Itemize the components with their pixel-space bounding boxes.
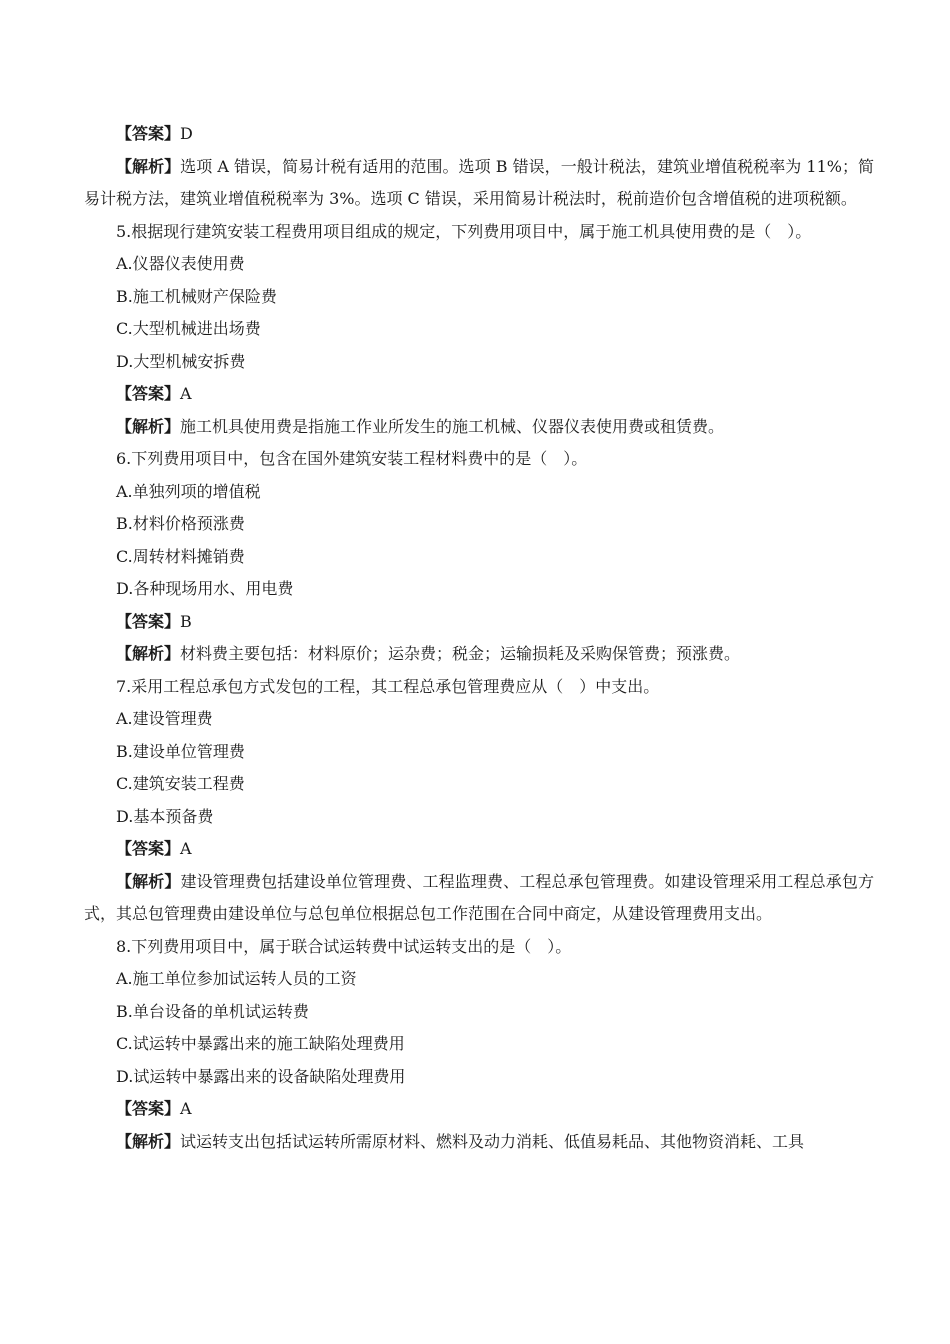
analysis-paragraph: [84, 151, 874, 216]
answer-tag: 【答案】: [116, 124, 181, 143]
answer-line: [84, 606, 874, 639]
document-content: [84, 118, 874, 1158]
option-b: B.建设单位管理费: [116, 741, 245, 761]
analysis-text: 施工机具使用费是指施工作业所发生的施工机械、仪器仪表使用费或租赁费。: [180, 416, 725, 436]
analysis-paragraph: [84, 411, 874, 444]
analysis-text: 选项 A 错误，简易计税有适用的范围。选项 B 错误，一般计税法，建筑业增值税税率为 11%；简易计税方法，建筑业增值税税率为 3%。选项 C 错误，采用简易计税法时，税前造价包含增值税的进项税额。: [84, 156, 874, 208]
analysis-paragraph: [84, 866, 874, 931]
analysis-paragraph: [84, 1126, 874, 1159]
question-text: 5.根据现行建筑安装工程费用项目组成的规定，下列费用项目中，属于施工机具使用费的是（ ）。: [116, 221, 812, 241]
analysis-tag: 【解析】: [116, 156, 181, 176]
option-d: D.大型机械安拆费: [116, 351, 246, 371]
option-b: B.单台设备的单机试运转费: [116, 1001, 309, 1021]
answer-line: [84, 1093, 874, 1126]
option-d: D.基本预备费: [116, 806, 214, 826]
answer-text: D: [180, 124, 193, 143]
answer-text: B: [180, 611, 192, 631]
answer-text: A: [180, 1099, 192, 1118]
option-d: D.试运转中暴露出来的设备缺陷处理费用: [116, 1066, 406, 1086]
analysis-text: 建设管理费包括建设单位管理费、工程监理费、工程总承包管理费。如建设管理采用工程总承包方式，其总包管理费由建设单位与总包单位根据总包工作范围在合同中商定，从建设管理费用支出。: [84, 871, 874, 923]
question-text: 8.下列费用项目中，属于联合试运转费中试运转支出的是（ ）。: [116, 936, 572, 956]
answer-line: [84, 378, 874, 411]
option-b: B.施工机械财产保险费: [116, 286, 277, 306]
answer-text: A: [180, 839, 192, 858]
analysis-tag: 【解析】: [116, 1131, 181, 1151]
answer-tag: 【答案】: [116, 611, 181, 631]
answer-line: [84, 833, 874, 866]
option-c: C.试运转中暴露出来的施工缺陷处理费用: [116, 1034, 405, 1053]
option-a: A.建设管理费: [116, 709, 213, 728]
answer-line: [84, 118, 874, 151]
option-a: A.仪器仪表使用费: [116, 254, 245, 273]
analysis-text: 试运转支出包括试运转所需原材料、燃料及动力消耗、低值易耗品、其他物资消耗、工具: [180, 1131, 805, 1151]
analysis-tag: 【解析】: [116, 871, 181, 891]
answer-tag: 【答案】: [116, 839, 181, 858]
analysis-paragraph: [84, 638, 874, 671]
analysis-text: 材料费主要包括：材料原价；运杂费；税金；运输损耗及采购保管费；预涨费。: [180, 644, 741, 663]
option-d: D.各种现场用水、用电费: [116, 579, 294, 598]
answer-text: A: [180, 384, 192, 403]
option-c: C.周转材料摊销费: [116, 546, 245, 566]
option-c: C.大型机械进出场费: [116, 319, 261, 338]
option-a: A.单独列项的增值税: [116, 481, 261, 501]
analysis-tag: 【解析】: [116, 644, 181, 663]
question-text: 6.下列费用项目中，包含在国外建筑安装工程材料费中的是（ ）。: [116, 449, 588, 468]
option-c: C.建筑安装工程费: [116, 774, 245, 793]
option-a: A.施工单位参加试运转人员的工资: [116, 969, 357, 988]
option-b: B.材料价格预涨费: [116, 514, 245, 533]
question-text: 7.采用工程总承包方式发包的工程，其工程总承包管理费应从（ ）中支出。: [116, 676, 660, 696]
answer-tag: 【答案】: [116, 1099, 181, 1118]
analysis-tag: 【解析】: [116, 416, 181, 436]
answer-tag: 【答案】: [116, 384, 181, 403]
